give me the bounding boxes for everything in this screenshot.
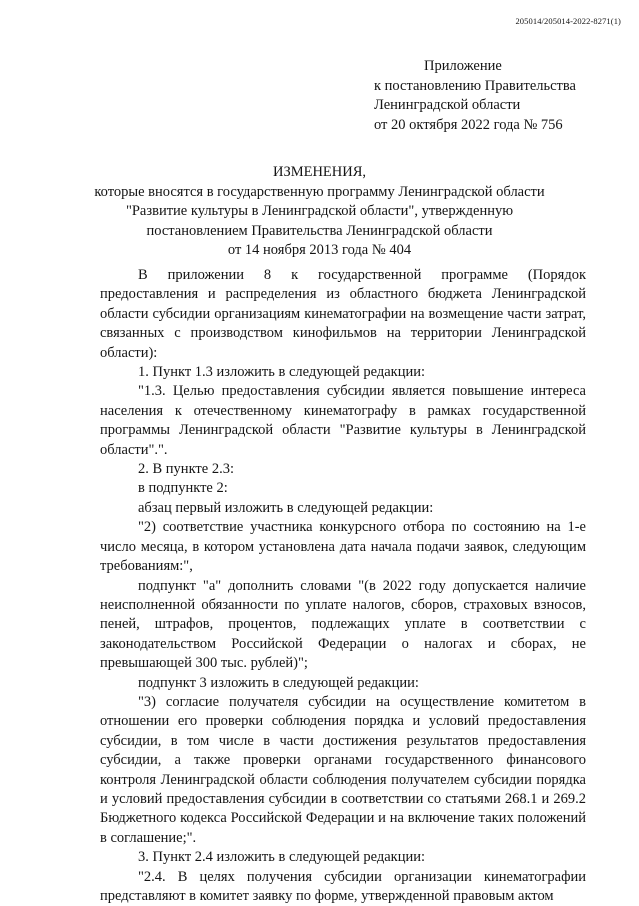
- heading-title: ИЗМЕНЕНИЯ,: [272, 164, 367, 180]
- paragraph-item-3: 3. Пункт 2.4 изложить в следующей редакции:: [138, 849, 426, 866]
- paragraph-item-2-4: "2.4. В целях получения субсидии организации кинематографии представляют в комитет заявку по форме, утвержденной правовым актом: [100, 868, 586, 904]
- heading-line-4: от 14 ноября 2013 года № 404: [227, 242, 412, 258]
- paragraph-item-2: 2. В пункте 2.3:: [138, 461, 234, 478]
- document-body: [100, 266, 586, 906]
- paragraph-intro: В приложении 8 к государственной программе (Порядок предоставления и распределения из областного бюджета Ленинградской области субсидии организациям кинематографии на возмещение части затрат, связанных с производством кинофильмов на территории Ленинградской области):: [100, 267, 586, 361]
- appendix-line-1: Приложение: [424, 58, 502, 74]
- paragraph-subitem-a: подпункт "а" дополнить словами "(в 2022 году допускается наличие неисполненной обязанности по уплате налогов, сборов, страховых взносов, пеней, штрафов, процентов, подлежащих уплате в соответствии с законодательством Российской Федерации о налогах и сборах, не превышающей 300 тыс. рублей)";: [100, 577, 586, 672]
- paragraph-first-abzac: абзац первый изложить в следующей редакции:: [138, 499, 434, 516]
- paragraph-item-1-3: "1.3. Целью предоставления субсидии является повышение интереса населения к отечественному кинематографу в рамках государственной программы Ленинградской области "Развитие культуры в Ленинградской области".".: [100, 383, 586, 458]
- document-id: 205014/205014-2022-8271(1): [515, 16, 621, 26]
- heading-line-3: постановлением Правительства Ленинградской области: [146, 222, 493, 239]
- paragraph-item-1: 1. Пункт 1.3 изложить в следующей редакции:: [138, 364, 426, 381]
- appendix-line-2: к постановлению Правительства: [374, 77, 576, 94]
- appendix-line-4: от 20 октября 2022 года № 756: [374, 116, 563, 133]
- heading-line-2: "Развитие культуры в Ленинградской области", утвержденную: [125, 203, 514, 219]
- paragraph-consent-3: "3) согласие получателя субсидии на осуществление комитетом в отношении его проверки соблюдения порядка и условий предоставления субсидии, в том числе в части достижения результатов предоставления субсидии, а также проверки органами государственного финансового контроля Ленинградской области соблюдения получателем субсидии порядка и условий предоставления субсидии в соответствии со статьями 268.1 и 269.2 Бюджетного кодекса Российской Федерации и на включение таких положений в соглашение;".: [100, 693, 586, 846]
- paragraph-subitem-3: подпункт 3 изложить в следующей редакции:: [138, 674, 419, 691]
- paragraph-subitem-2: в подпункте 2:: [138, 480, 228, 497]
- document-heading: [0, 163, 639, 261]
- appendix-block: [374, 57, 576, 135]
- heading-line-1: которые вносятся в государственную программу Ленинградской области: [94, 183, 545, 200]
- paragraph-requirement-2: "2) соответствие участника конкурсного отбора по состоянию на 1-е число месяца, в котором установлена дата начала подачи заявок, следующим требованиям:",: [100, 519, 586, 575]
- appendix-line-3: Ленинградской области: [374, 97, 521, 113]
